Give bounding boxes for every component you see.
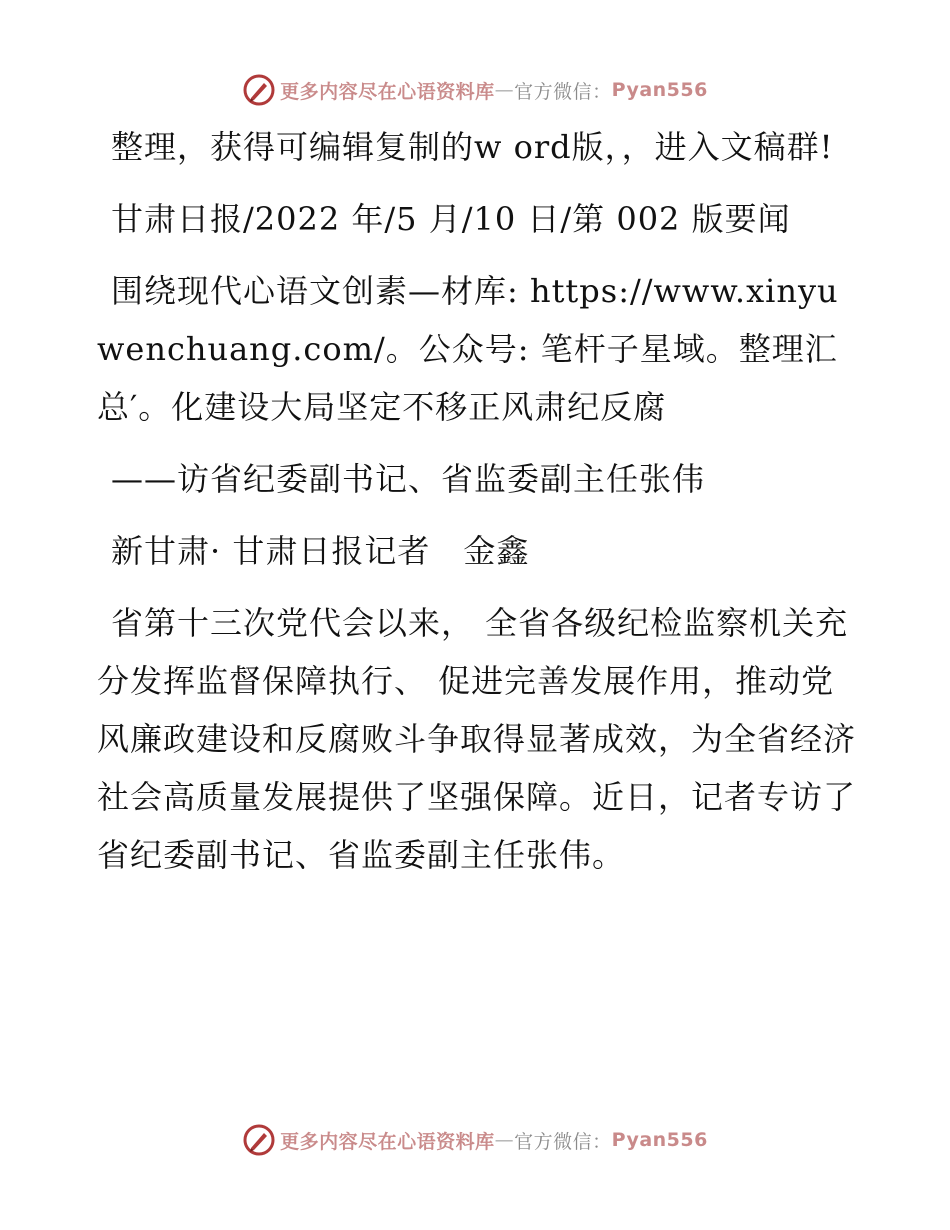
banner-main-text: 更多内容尽在心语资料库 [280,1130,495,1153]
pen-logo-icon [242,73,276,107]
paragraph-byline: 新甘肃· 甘肃日报记者 金鑫 [111,532,530,570]
footer-watermark-banner [0,1120,950,1160]
paragraph-title: 围绕现代心语文创素—材库: https://www.xinyuwenchuang.com/。公众号: 笔杆子星域。整理汇总′。化建设大局坚定不移正风肃纪反腐 [97,272,839,426]
document-body [97,118,857,898]
paragraph-lead: 省第十三次党代会以来， 全省各级纪检监察机关充分发挥监督保障执行、 促进完善发展作用，推动党风廉政建设和反腐败斗争取得显著成效，为全省经济社会高质量发展提供了坚强保障。近日，记者专访了省纪委副书记、省监委副主任张伟。 [97,604,857,874]
banner-wechat-id: Pyan556 [611,79,708,101]
paragraph-intro: 整理，获得可编辑复制的w ord版，，进入文稿群! [111,128,834,166]
pen-logo-icon [242,1123,276,1157]
banner-wechat-label: 官方微信： [514,1130,612,1153]
paragraph-subtitle: ——访省纪委副书记、省监委副主任张伟 [111,460,706,498]
paragraph-source: 甘肃日报/2022 年/5 月/10 日/第 002 版要闻 [111,200,791,238]
banner-wechat-id: Pyan556 [611,1129,708,1151]
banner-wechat-label: 官方微信： [514,80,612,103]
header-watermark-banner [0,70,950,110]
banner-dash: — [494,1129,515,1151]
banner-main-text: 更多内容尽在心语资料库 [280,80,495,103]
banner-dash: — [494,79,515,101]
